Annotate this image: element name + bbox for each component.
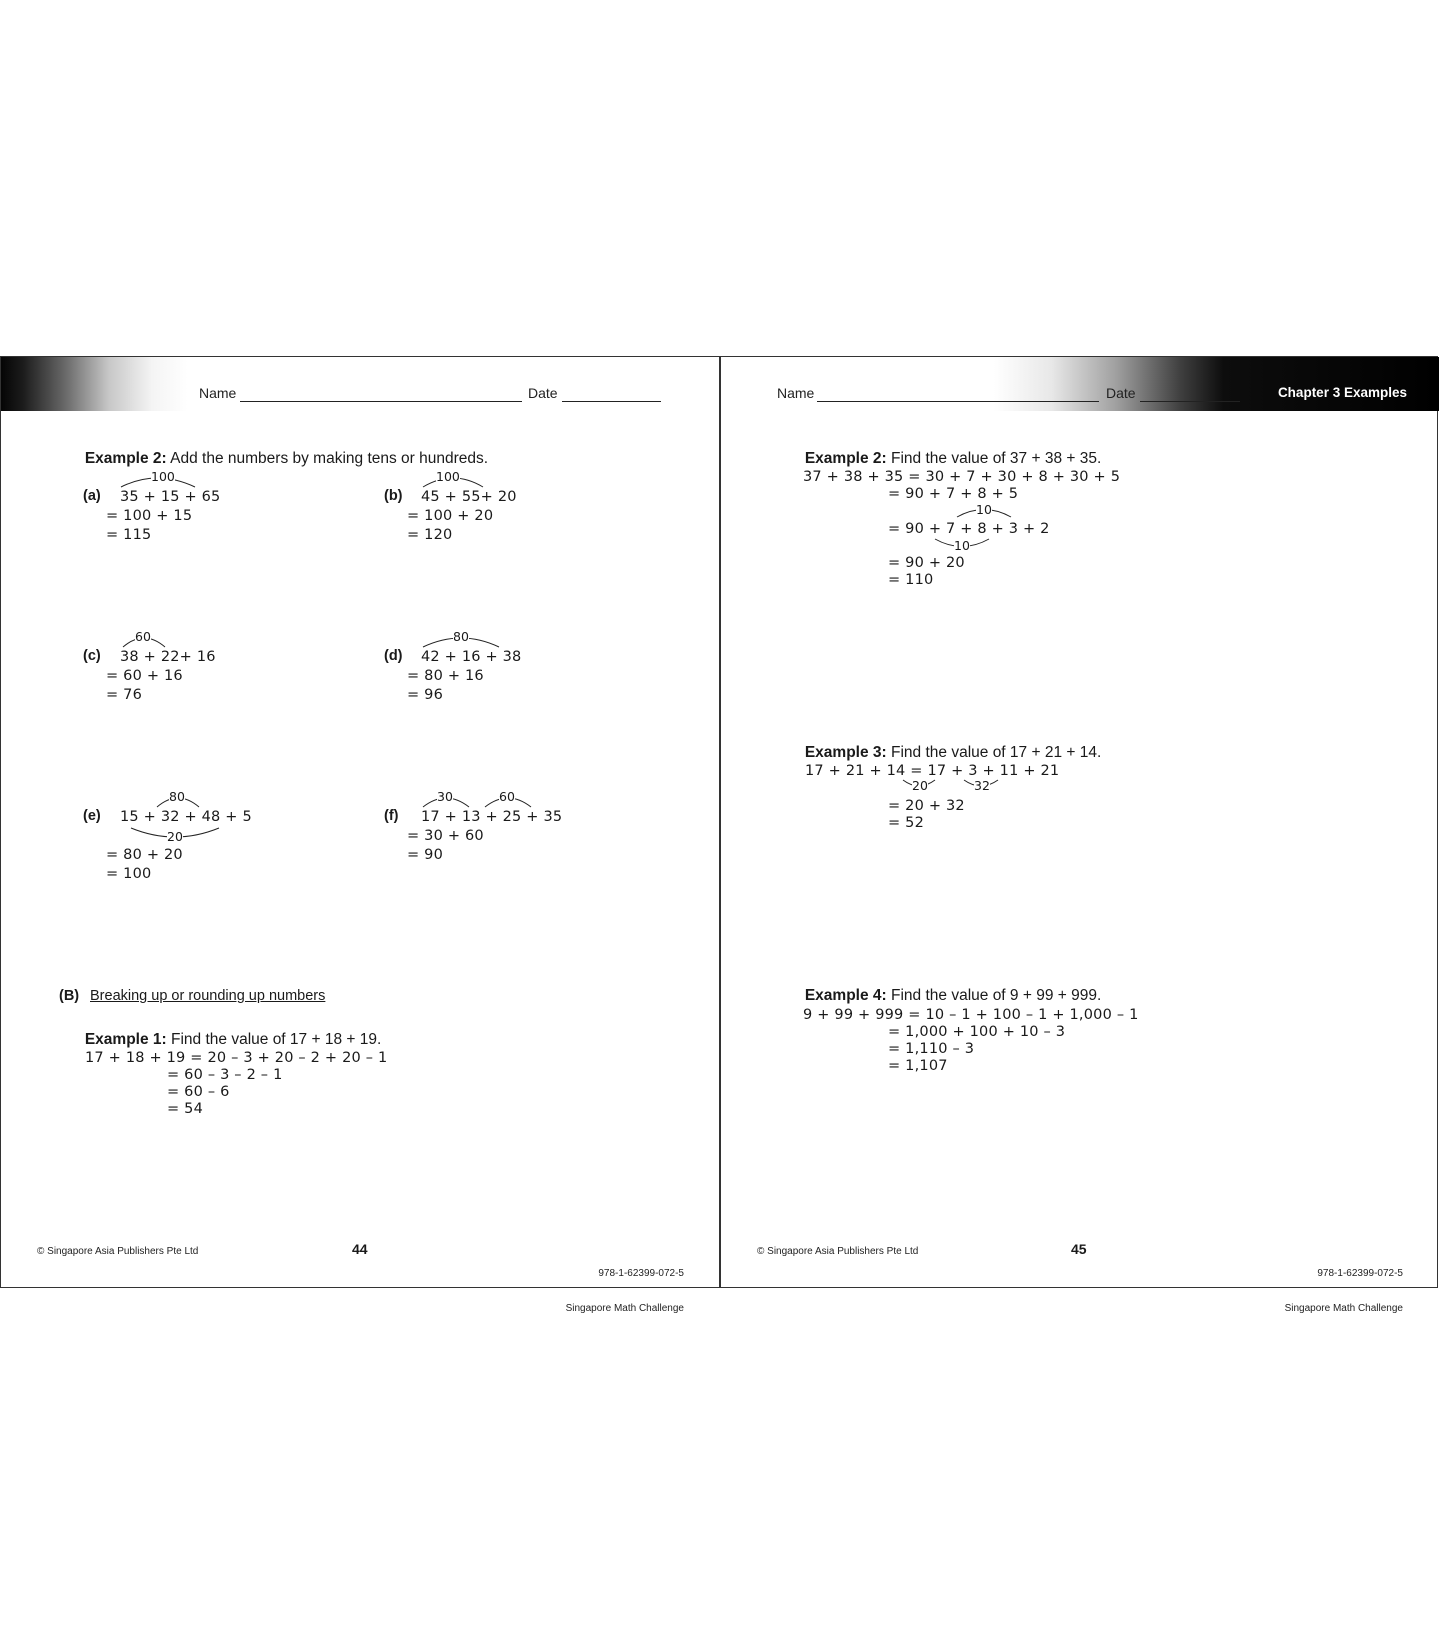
date-field-line: [1140, 401, 1240, 402]
part-a-line-1: 35 + 15 + 65: [120, 489, 221, 505]
example-1-line-3: = 60 – 6: [167, 1084, 230, 1100]
arc-b-value: 100: [436, 469, 460, 484]
name-label: Name: [199, 385, 237, 401]
footer-right: [566, 1245, 684, 1337]
part-a-label: (a): [83, 488, 101, 504]
page-number: 44: [352, 1241, 368, 1257]
chapter-title: Chapter 3 Examples: [1277, 385, 1407, 400]
part-c-line-3: = 76: [106, 687, 143, 703]
example-1-line-4: = 54: [167, 1101, 204, 1117]
part-d-line-2: = 80 + 16: [407, 668, 484, 684]
copyright: © Singapore Asia Publishers Pte Ltd: [757, 1246, 919, 1257]
part-f-label: (f): [384, 808, 399, 824]
part-e-line-1: 15 + 32 + 48 + 5: [120, 809, 252, 825]
part-b-line-2: = 100 + 20: [407, 508, 494, 524]
arc-e-bottom-value: 20: [167, 829, 183, 844]
name-label: Name: [777, 385, 815, 401]
example-1-line-1: 17 + 18 + 19 = 20 – 3 + 20 – 2 + 20 – 1: [85, 1050, 388, 1066]
part-f-line-2: = 30 + 60: [407, 828, 484, 844]
part-b-label: (b): [384, 488, 403, 504]
page-number: 45: [1071, 1241, 1087, 1257]
part-c-line-2: = 60 + 16: [106, 668, 183, 684]
part-a-line-2: = 100 + 15: [106, 508, 193, 524]
arc-d-value: 80: [453, 629, 469, 644]
part-e-line-3: = 100: [106, 866, 152, 882]
part-f-line-3: = 90: [407, 847, 444, 863]
example-2-heading: Example 2: Add the numbers by making tens or hundreds.: [84, 449, 489, 467]
page-header: [721, 357, 1439, 411]
part-d-line-3: = 96: [407, 687, 444, 703]
r-example-3-line-3: = 52: [888, 815, 925, 831]
date-field-line: [562, 401, 661, 402]
r-example-4-line-1: 9 + 99 + 999 = 10 – 1 + 100 – 1 + 1,000 – 1: [803, 1007, 1139, 1023]
part-c-line-1: 38 + 22+ 16: [120, 649, 216, 665]
section-b-label: (B): [59, 988, 80, 1004]
name-field-line: [240, 401, 522, 402]
date-label: Date: [1106, 385, 1136, 401]
arc-f-1-value: 30: [437, 789, 453, 804]
arc-f-2-value: 60: [499, 789, 515, 804]
arc-a-value: 100: [151, 469, 175, 484]
series-title: Singapore Math Challenge: [1284, 1302, 1403, 1314]
part-b-line-3: = 120: [407, 527, 453, 543]
r-arc-bottom-value: 10: [954, 538, 970, 553]
right-page: [721, 357, 1439, 1314]
series-title: Singapore Math Challenge: [565, 1302, 684, 1314]
part-d-label: (d): [384, 648, 403, 664]
example-1-heading: Example 1: Find the value of 17 + 18 + 19.: [84, 1030, 382, 1048]
r-example-2-line-4: = 90 + 20: [888, 555, 965, 571]
r-example-4-line-4: = 1,107: [888, 1058, 948, 1074]
arc-e-top-value: 80: [169, 789, 185, 804]
r-example-3-line-2: = 20 + 32: [888, 798, 965, 814]
example-1-line-2: = 60 – 3 – 2 – 1: [167, 1067, 283, 1083]
r-arc-20-value: 20: [912, 778, 928, 793]
r-arc-top-value: 10: [976, 502, 992, 517]
book-spread: [0, 356, 1438, 1314]
isbn: 978-1-62399-072-5: [598, 1268, 684, 1279]
part-d-line-1: 42 + 16 + 38: [421, 649, 522, 665]
left-page: [1, 357, 720, 1314]
r-example-2-line-1: 37 + 38 + 35 = 30 + 7 + 30 + 8 + 30 + 5: [803, 469, 1121, 485]
part-c-label: (c): [83, 648, 101, 664]
footer-right: [1285, 1245, 1403, 1337]
part-f-line-1: 17 + 13 + 25 + 35: [421, 809, 563, 825]
part-e-line-2: = 80 + 20: [106, 847, 183, 863]
example-4-heading: Example 4: Find the value of 9 + 99 + 999.: [804, 986, 1102, 1004]
copyright: © Singapore Asia Publishers Pte Ltd: [37, 1246, 199, 1257]
isbn: 978-1-62399-072-5: [1317, 1268, 1403, 1279]
r-example-2-line-5: = 110: [888, 572, 934, 588]
name-field-line: [817, 401, 1099, 402]
r-example-4-line-3: = 1,110 – 3: [888, 1041, 975, 1057]
example-2-heading: Example 2: Find the value of 37 + 38 + 35.: [804, 449, 1102, 467]
part-b-line-1: 45 + 55+ 20: [421, 489, 517, 505]
section-b-title: Breaking up or rounding up numbers: [90, 988, 326, 1004]
r-example-2-line-3: = 90 + 7 + 8 + 3 + 2: [888, 521, 1050, 537]
date-label: Date: [528, 385, 558, 401]
r-example-2-line-2: = 90 + 7 + 8 + 5: [888, 486, 1019, 502]
page-header: [1, 357, 720, 411]
example-3-heading: Example 3: Find the value of 17 + 21 + 14.: [804, 743, 1102, 761]
part-a-line-3: = 115: [106, 527, 152, 543]
r-example-3-line-1: 17 + 21 + 14 = 17 + 3 + 11 + 21: [805, 763, 1060, 779]
r-arc-32-value: 32: [974, 778, 990, 793]
r-example-4-line-2: = 1,000 + 100 + 10 – 3: [888, 1024, 1066, 1040]
part-e-label: (e): [83, 808, 101, 824]
arc-c-value: 60: [135, 629, 151, 644]
